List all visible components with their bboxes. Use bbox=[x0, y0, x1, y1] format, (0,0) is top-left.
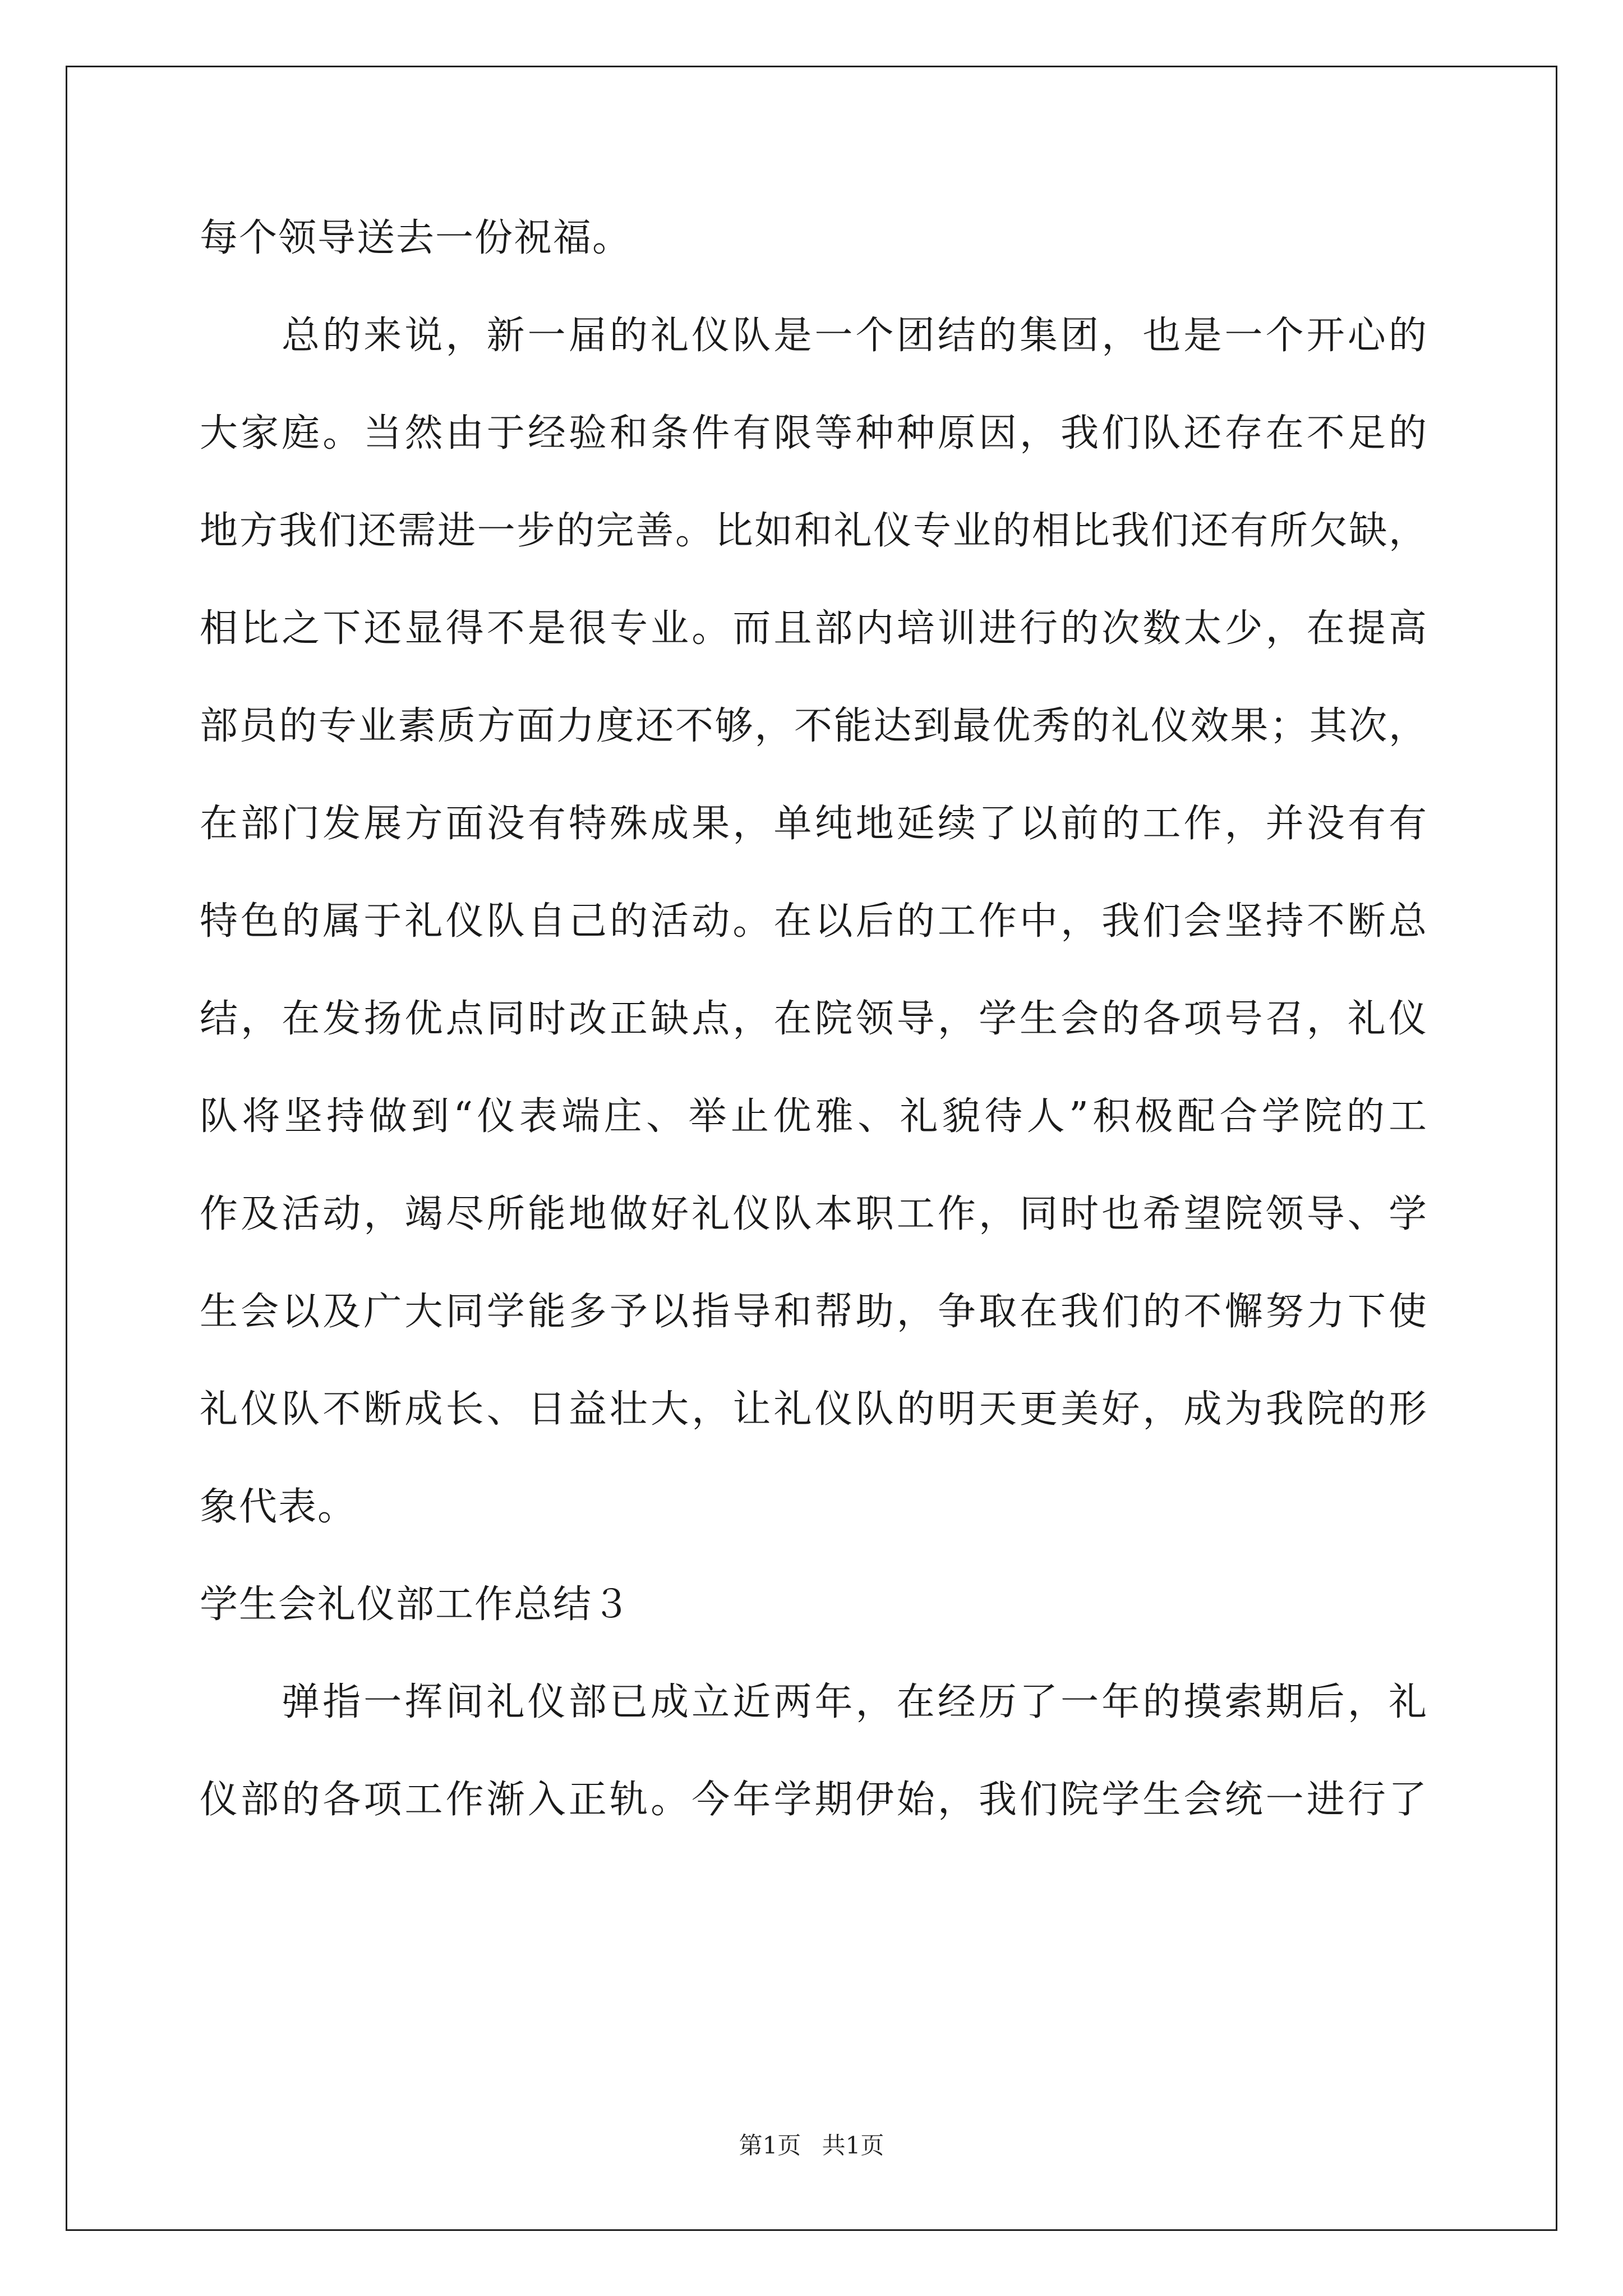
section-heading: 学生会礼仪部工作总结３ bbox=[200, 1582, 632, 1627]
text-line: 仪部的各项工作渐入正轨。今年学期伊始，我们院学生会统一进行了 bbox=[200, 1778, 1428, 1822]
page-footer bbox=[0, 2129, 1623, 2162]
text-line: 相比之下还显得不是很专业。而且部内培训进行的次数太少，在提高 bbox=[200, 606, 1428, 651]
text-line: 队将坚持做到“仪表端庄、举止优雅、礼貌待人”积极配合学院的工 bbox=[200, 1094, 1428, 1139]
text-line: 部员的专业素质方面力度还不够，不能达到最优秀的礼仪效果；其次， bbox=[200, 704, 1428, 748]
text-line: 在部门发展方面没有特殊成果，单纯地延续了以前的工作，并没有有 bbox=[200, 802, 1428, 846]
text-line: 象代表。 bbox=[200, 1485, 357, 1529]
text-line: 总的来说，新一届的礼仪队是一个团结的集团，也是一个开心的 bbox=[282, 314, 1428, 358]
text-line: 礼仪队不断成长、日益壮大，让礼仪队的明天更美好，成为我院的形 bbox=[200, 1387, 1428, 1432]
text-line: 弹指一挥间礼仪部已成立近两年，在经历了一年的摸索期后，礼 bbox=[282, 1680, 1428, 1724]
text-line: 地方我们还需进一步的完善。比如和礼仪专业的相比我们还有所欠缺， bbox=[200, 509, 1428, 553]
page-total: 共1页 bbox=[822, 2132, 884, 2159]
document-body bbox=[200, 210, 1428, 1870]
text-line: 结，在发扬优点同时改正缺点，在院领导，学生会的各项号召，礼仪 bbox=[200, 997, 1428, 1041]
text-line: 生会以及广大同学能多予以指导和帮助，争取在我们的不懈努力下使 bbox=[200, 1290, 1428, 1334]
text-line: 大家庭。当然由于经验和条件有限等种种原因，我们队还存在不足的 bbox=[200, 411, 1428, 455]
text-line: 作及活动，竭尽所能地做好礼仪队本职工作，同时也希望院领导、学 bbox=[200, 1192, 1428, 1236]
text-line: 特色的属于礼仪队自己的活动。在以后的工作中，我们会坚持不断总 bbox=[200, 899, 1428, 944]
page-number: 第1页 bbox=[739, 2132, 801, 2159]
text-line: 每个领导送去一份祝福。 bbox=[200, 216, 632, 260]
